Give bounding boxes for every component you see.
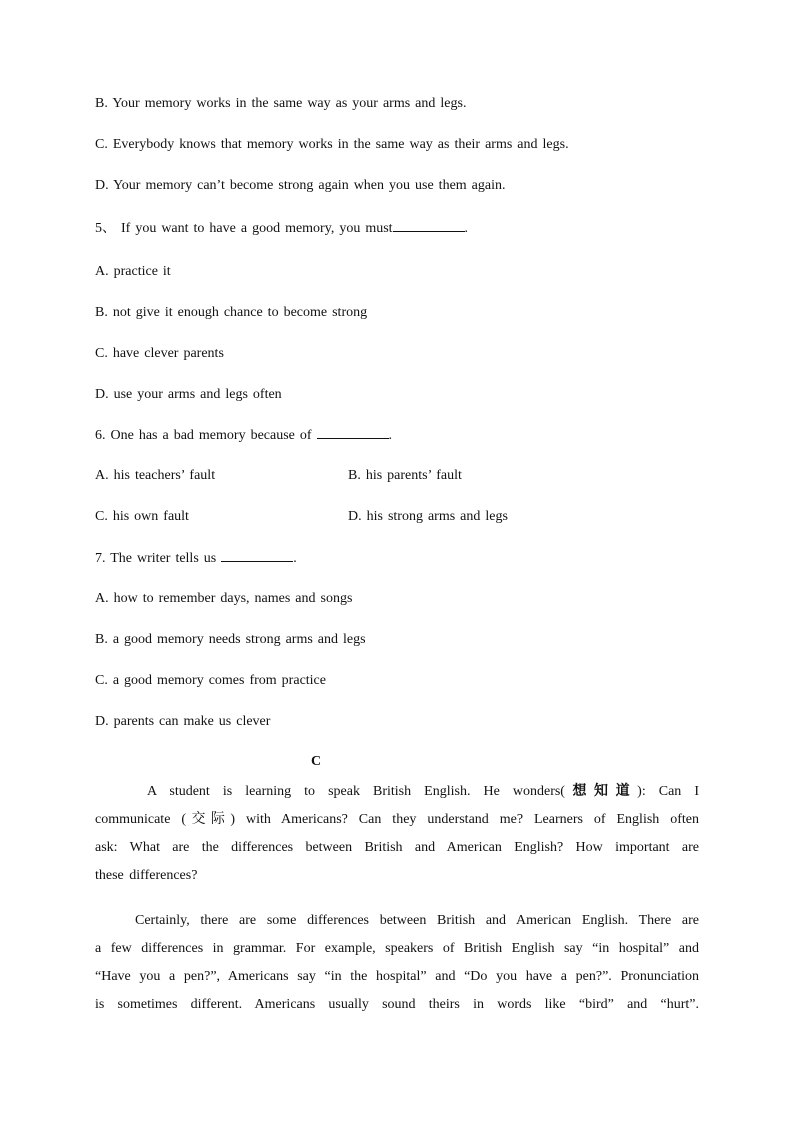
para2-line-3: “Have you a pen?”, Americans say “in the hospital” and “Do you have a pen?”. Pronunciation xyxy=(95,969,699,984)
q5-option-a: A. practice it xyxy=(95,264,171,279)
q6-option-a: A. his teachers’ fault xyxy=(95,468,216,483)
para2-line-4: is sometimes different. Americans usually sound theirs in words like “bird” and “hurt”. xyxy=(95,997,699,1012)
q7-answer-blank[interactable] xyxy=(221,549,293,562)
q7-stem-text: 7. The writer tells us xyxy=(95,551,222,566)
para1-chinese-gloss: 想知道 xyxy=(564,784,638,799)
q5-stem-end: . xyxy=(464,221,469,236)
q4-option-b: B. Your memory works in the same way as your arms and legs. xyxy=(95,96,467,111)
q6-option-c: C. his own fault xyxy=(95,509,189,524)
para2-line-1: Certainly, there are some differences between British and American English. There are xyxy=(135,913,699,928)
para1-line-3: ask: What are the differences between British and American English? How important are xyxy=(95,840,699,855)
q5-stem xyxy=(95,219,468,238)
q7-stem xyxy=(95,549,297,568)
q6-option-d: D. his strong arms and legs xyxy=(348,509,508,524)
q4-option-c: C. Everybody knows that memory works in the same way as their arms and legs. xyxy=(95,137,569,152)
q6-option-b: B. his parents’ fault xyxy=(348,468,462,483)
q7-option-d: D. parents can make us clever xyxy=(95,714,271,729)
q5-option-b: B. not give it enough chance to become strong xyxy=(95,305,368,320)
q5-answer-blank[interactable] xyxy=(393,219,465,232)
q5-stem-text: 5、 If you want to have a good memory, you must xyxy=(95,221,393,236)
q7-option-c: C. a good memory comes from practice xyxy=(95,673,326,688)
para1-line-2: communicate (交际) with Americans? Can they understand me? Learners of English often xyxy=(95,812,699,827)
q6-answer-blank[interactable] xyxy=(317,426,389,439)
q5-option-c: C. have clever parents xyxy=(95,346,224,361)
q6-stem xyxy=(95,426,392,445)
q6-stem-text: 6. One has a bad memory because of xyxy=(95,428,317,443)
q7-option-b: B. a good memory needs strong arms and legs xyxy=(95,632,366,647)
section-c-paragraph-1 xyxy=(95,778,699,890)
para1-line-4: these differences? xyxy=(95,868,198,883)
section-c-heading: C xyxy=(310,754,322,769)
section-c-paragraph-2 xyxy=(95,907,699,1019)
q6-stem-end: . xyxy=(388,428,393,443)
q7-stem-end: . xyxy=(293,551,297,566)
q5-option-d: D. use your arms and legs often xyxy=(95,387,282,402)
q4-option-d: D. Your memory can’t become strong again when you use them again. xyxy=(95,178,506,193)
para1-line-1: A student is learning to speak British English. He wonders(想知道): Can I xyxy=(147,784,700,799)
para2-line-2: a few differences in grammar. For example, speakers of British English say “in hospital” and xyxy=(95,941,699,956)
q7-option-a: A. how to remember days, names and songs xyxy=(95,591,353,606)
